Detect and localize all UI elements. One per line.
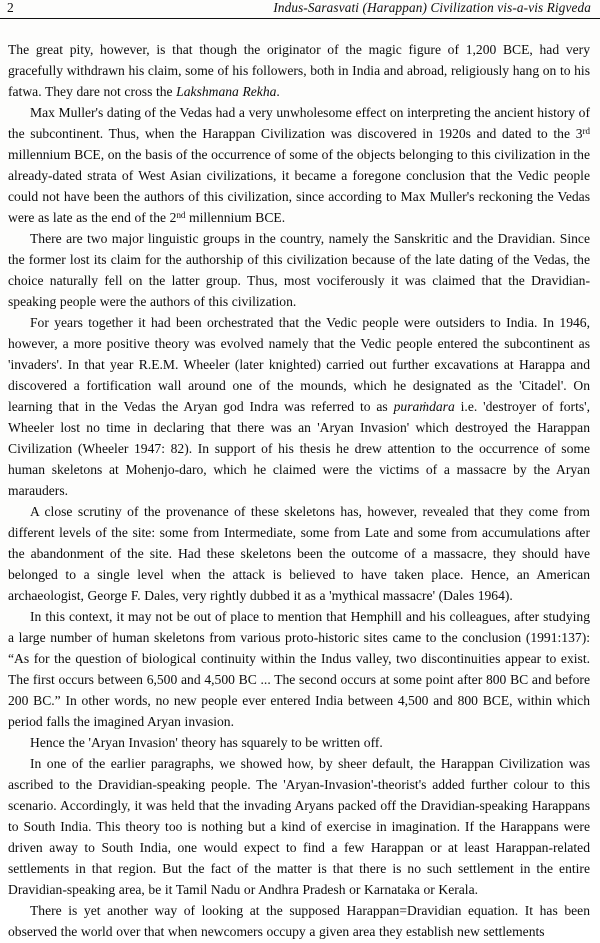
paragraph-4 [8, 313, 590, 501]
paragraph-2-text-a: Max Muller's dating of the Vedas had a very unwholesome effect on interpreting the ancient history of the subcontinent. Thus, when the Harappan Civilization was discovered in 1920s and dated to the 3 [8, 105, 590, 142]
running-head-title: Indus-Sarasvati (Harappan) Civilization vis-a-vis Rigveda [273, 0, 591, 15]
paragraph-4-text-a: For years together it had been orchestrated that the Vedic people were outsiders to India. In 1946, however, a more positive theory was evolved namely that the Vedic people entered the subcontinent as 'invaders'. In that year R.E.M. Wheeler (later knighted) carried out further excavations at Harappa and discovered a fortification wall around one of the mounds, which he designated as the 'Citadel'. On learning that in the Vedas the Aryan god Indra was referred to as [8, 315, 590, 414]
paragraph-8: In one of the earlier paragraphs, we showed how, by sheer default, the Harappan Civilization was ascribed to the Dravidian-speaking people. The 'Aryan-Invasion'-theorist's added further colour to this scenario. Accordingly, it was held that the invading Aryans packed off the Dravidian-speaking Harappans to South India. This theory too is nothing but a kind of exercise in imagination. If the Harappans were driven away to South India, one would expect to find a few Harappan or at least Harappan-related settlements in that region. But the fact of the matter is that there is no such settlement in the entire Dravidian-speaking area, be it Tamil Nadu or Andhra Pradesh or Karnataka or Kerala. [8, 756, 590, 897]
paragraph-1-text-a: The great pity, however, is that though the originator of the magic figure of 1,200 BCE, had very gracefully withdrawn his claim, some of his followers, both in India and abroad, religiously hang on to his fatwa. They dare not cross the [8, 42, 590, 99]
paragraph-2 [8, 103, 590, 228]
paragraph-5: A close scrutiny of the provenance of these skeletons has, however, revealed that they come from different levels of the site: some from Intermediate, some from Late and some from accumulations after the abandonment of the site. Had these skeletons been the outcome of a massacre, they should have belonged to a single level when the attack is believed to have taken place. Hence, an American archaeologist, George F. Dales, very rightly dubbed it as a 'mythical massacre' (Dales 1964). [8, 503, 590, 603]
paragraph-1-text-b: . [276, 83, 280, 99]
header-rule [0, 18, 600, 19]
paragraph-2-text-c: millennium BCE. [185, 209, 286, 225]
paragraph-9: There is yet another way of looking at the supposed Harappan=Dravidian equation. It has been observed the world over that when newcomers occupy a given area they establish new settlements [8, 903, 590, 940]
ordinal-suffix-nd: nd [176, 209, 186, 220]
paragraph-4-text-b: i.e. 'destroyer of forts', Wheeler lost no time in declaring that there was an 'Aryan Invasion' which destroyed the Harappan Civilization (Wheeler 1947: 82). In support of his thesis he drew attention to the occurrence of some human skeletons at Mohenjo-daro, which he claimed were the victims of a massacre by the Aryan marauders. [8, 398, 590, 498]
paragraph-6: In this context, it may not be out of place to mention that Hemphill and his colleagues, after studying a large number of human skeletons from various proto-historic sites came to the conclusion (1991:137): “As for the question of biological continuity within the Indus valley, two discontinuities appear to exist. The first occurs between 6,500 and 4,500 BC ... The second occurs at some point after 800 BC and before 200 BC.” In other words, no new people ever entered India between 4,500 and 800 BCE, within which period falls the imagined Aryan invasion. [8, 608, 590, 729]
paragraph-7: Hence the 'Aryan Invasion' theory has squarely to be written off. [30, 734, 383, 750]
paragraph-2-text-b: millennium BCE, on the basis of the occurrence of some of the objects belonging to this civilization in the already-dated strata of West Asian civilizations, it became a foregone conclusion that the Vedic people could not have been the authors of this civilization, since according to Max Muller's reckoning the Vedas were as late as the end of the 2 [8, 147, 590, 225]
body-text-column [0, 24, 600, 943]
puramdara-italic: puraṁdara [393, 398, 455, 414]
running-head [0, 0, 600, 24]
ordinal-suffix-rd: rd [582, 126, 590, 137]
paragraph-1 [8, 40, 590, 103]
paragraph-3: There are two major linguistic groups in the country, namely the Sanskritic and the Dravidian. Since the former lost its claim for the authorship of this civilization because of the late dating of the Vedas, the choice naturally fell on the latter group. Thus, most vociferously it was claimed that the Dravidian-speaking people were the authors of this civilization. [8, 231, 590, 309]
lakshmana-rekha-italic: Lakshmana Rekha [176, 83, 277, 99]
page-number: 2 [7, 0, 14, 15]
